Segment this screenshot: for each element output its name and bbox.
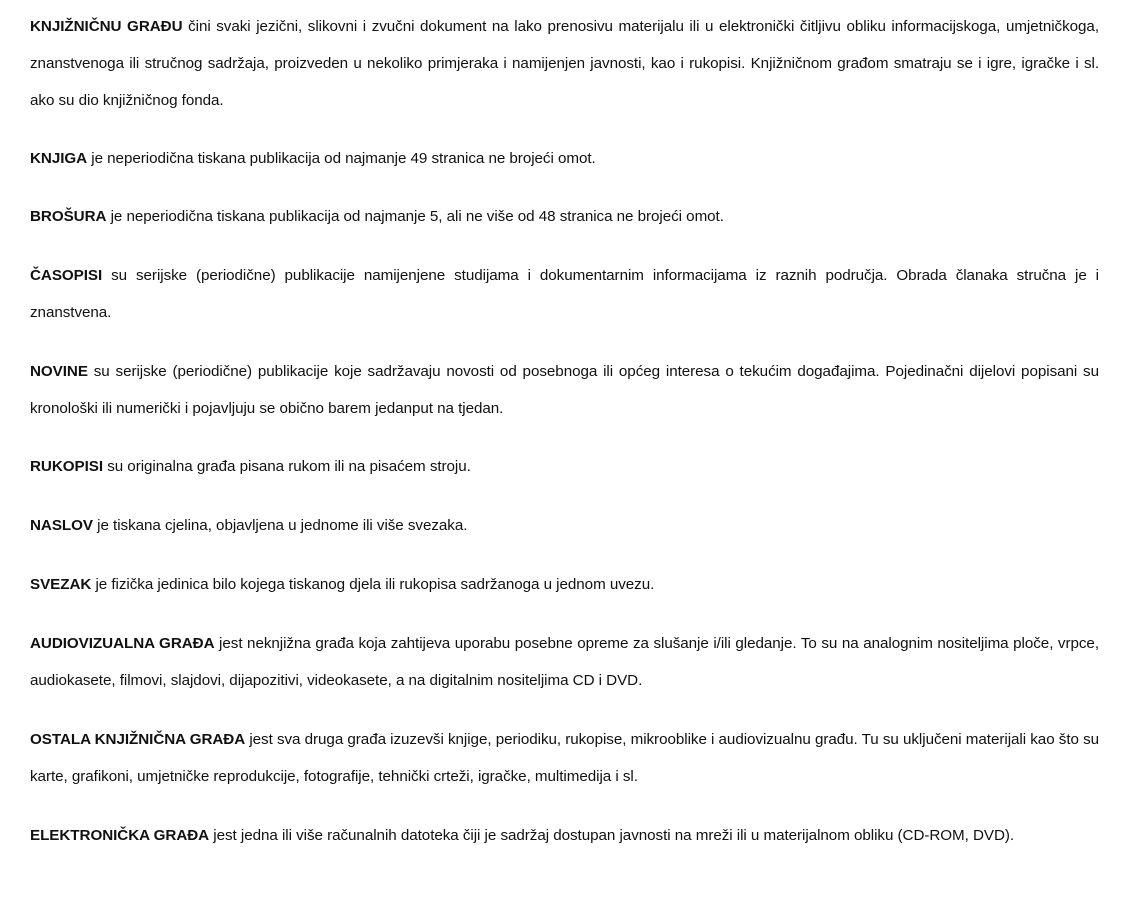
definition-text: je neperiodična tiskana publikacija od najmanje 5, ali ne više od 48 stranica ne brojeći omot. — [106, 208, 724, 225]
definition-term: ELEKTRONIČKA GRAĐA — [30, 827, 210, 844]
definition-term: NOVINE — [30, 363, 88, 380]
definition-term: KNJIGA — [30, 150, 88, 167]
definition-term: KNJIŽNIČNU GRAĐU — [30, 18, 183, 35]
definition-text: jest sva druga građa izuzevši knjige, periodiku, rukopise, mikrooblike i audiovizualnu građu. Tu su uključeni materijali kao što su karte, grafikoni, umjetničke reprodukcije, fotografije, tehnički crteži, igračke, multimedija i sl. — [30, 731, 1100, 785]
definition-term: SVEZAK — [30, 576, 92, 593]
definition-text: su serijske (periodične) publikacije namijenjene studijama i dokumentarnim informacijama iz raznih područja. Obrada članaka stručna je i znanstvena. — [30, 267, 1099, 321]
definition-naslov — [30, 507, 1099, 544]
definition-term: OSTALA KNJIŽNIČNA GRAĐA — [30, 731, 246, 748]
definition-term: ČASOPISI — [30, 267, 103, 284]
definition-term: RUKOPISI — [30, 458, 104, 475]
definition-elektronicka-grada — [30, 817, 1099, 854]
definition-text: jest jedna ili više računalnih datoteka čiji je sadržaj dostupan javnosti na mreži ili u materijalnom obliku (CD-ROM, DVD). — [209, 827, 1015, 844]
definition-text: je fizička jedinica bilo kojega tiskanog djela ili rukopisa sadržanoga u jednom uvezu. — [91, 576, 655, 593]
definition-term: AUDIOVIZUALNA GRAĐA — [30, 635, 215, 652]
definition-text: je tiskana cjelina, objavljena u jednome ili više svezaka. — [93, 517, 468, 534]
definition-text: čini svaki jezični, slikovni i zvučni dokument na lako prenosivu materijalu ili u elektronički čitljivu obliku informacijskoga, umjetničkoga, znanstvenoga ili stručnog sadržaja, proizveden u nekoliko primjeraka i namijenjen javnosti, kao i rukopisi. Knjižničnom građom smatraju se i igre, igračke i sl. ako su dio knjižničnog fonda. — [30, 18, 1099, 109]
definition-rukopisi — [30, 448, 1099, 485]
definition-term: NASLOV — [30, 517, 93, 534]
definition-novine — [30, 353, 1099, 427]
definition-ostala-knjiznicna-grada — [30, 721, 1099, 795]
definition-text: jest neknjižna građa koja zahtijeva uporabu posebne opreme za slušanje i/ili gledanje. To su na analognim nositeljima ploče, vrpce, audiokasete, filmovi, slajdovi, dijapozitivi, videokasete, a na digitalnim nositeljima CD i DVD. — [30, 635, 1099, 689]
definition-knjiga — [30, 140, 1099, 177]
definition-audiovizualna-grada — [30, 625, 1099, 699]
definition-casopisi — [30, 257, 1099, 331]
definition-knjiznicna-grada — [30, 8, 1099, 119]
definition-term: BROŠURA — [30, 208, 107, 225]
definition-text: je neperiodična tiskana publikacija od najmanje 49 stranica ne brojeći omot. — [87, 150, 596, 167]
definition-brosura — [30, 198, 1099, 235]
definition-svezak — [30, 566, 1099, 603]
definition-text: su originalna građa pisana rukom ili na pisaćem stroju. — [103, 458, 471, 475]
definition-text: su serijske (periodične) publikacije koje sadržavaju novosti od posebnoga ili općeg interesa o tekućim događajima. Pojedinačni dijelovi popisani su kronološki ili numerički i pojavljuju se obično barem jedanput na tjedan. — [30, 363, 1099, 417]
